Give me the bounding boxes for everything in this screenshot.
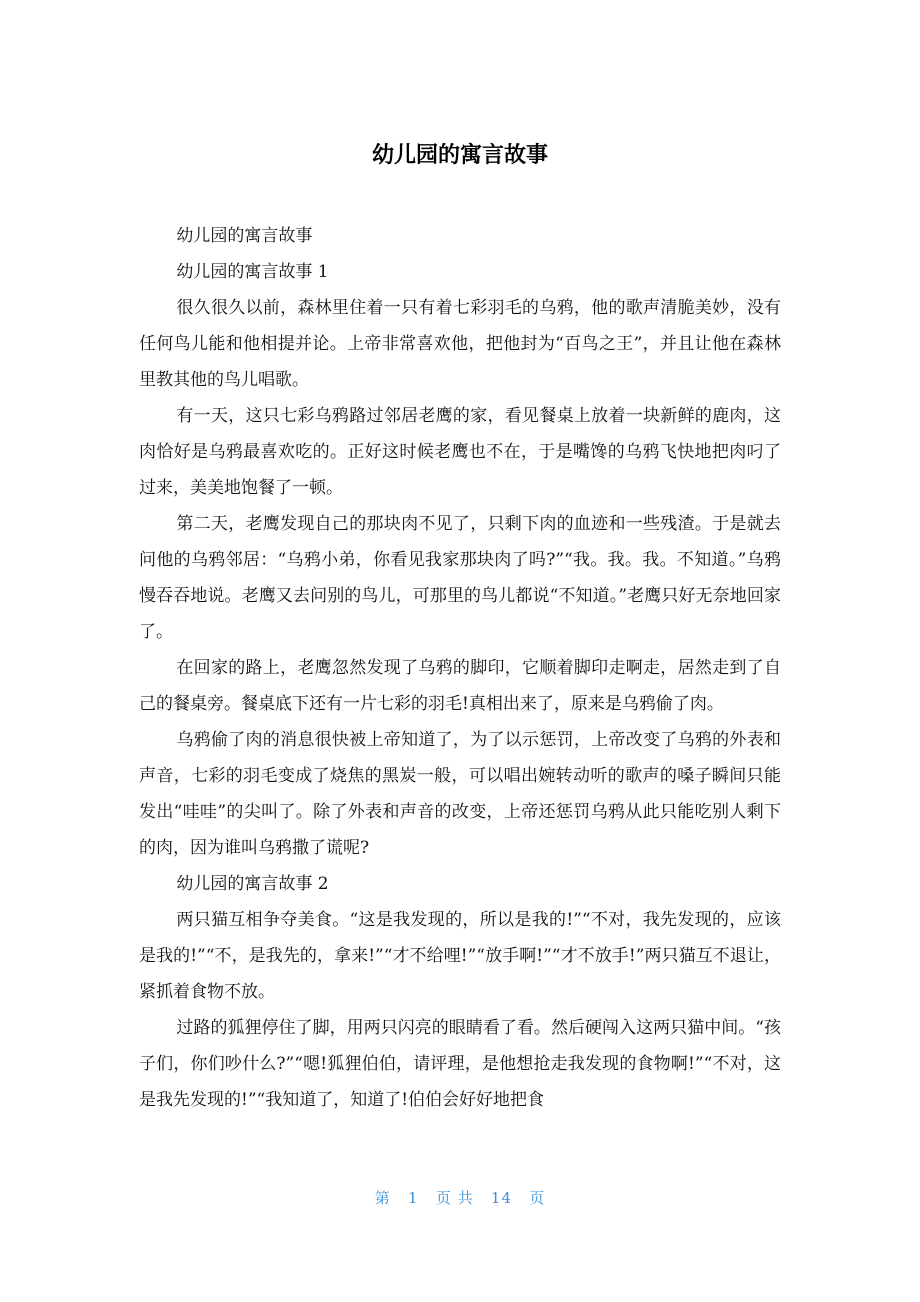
paragraph-heading: 幼儿园的寓言故事 <box>176 226 313 246</box>
paragraph-section-1-heading: 幼儿园的寓言故事 1 <box>176 262 329 282</box>
paragraph-section-2-heading: 幼儿园的寓言故事 2 <box>176 874 329 894</box>
paragraph: 乌鸦偷了肉的消息很快被上帝知道了，为了以示惩罚，上帝改变了乌鸦的外表和声音，七彩的羽毛变成了烧焦的黑炭一般，可以唱出婉转动听的歌声的嗓子瞬间只能发出“哇哇”的尖叫了。除了外表和声音的改变，上帝还惩罚乌鸦从此只能吃别人剩下的肉，因为谁叫乌鸦撒了谎呢? <box>139 730 781 858</box>
paragraph: 很久很久以前，森林里住着一只有着七彩羽毛的乌鸦，他的歌声清脆美妙，没有任何鸟儿能和他相提并论。上帝非常喜欢他，把他封为“百鸟之王”，并且让他在森林里教其他的鸟儿唱歌。 <box>139 298 781 390</box>
document-title: 幼儿园的寓言故事 <box>371 143 548 168</box>
paragraph: 在回家的路上，老鹰忽然发现了乌鸦的脚印，它顺着脚印走啊走，居然走到了自己的餐桌旁。餐桌底下还有一片七彩的羽毛!真相出来了，原来是乌鸦偷了肉。 <box>139 658 781 714</box>
paragraph: 过路的狐狸停住了脚，用两只闪亮的眼睛看了看。然后硬闯入这两只猫中间。“孩子们，你们吵什么?”“嗯!狐狸伯伯，请评理，是他想抢走我发现的食物啊!”“不对，这是我先发现的!”“我知道了，知道了!伯伯会好好地把食 <box>139 1018 781 1110</box>
page-footer <box>0 1186 920 1210</box>
page-number-label: 第 1 页 共 14 页 <box>374 1189 546 1207</box>
paragraph: 有一天，这只七彩乌鸦路过邻居老鹰的家，看见餐桌上放着一块新鲜的鹿肉，这肉恰好是乌鸦最喜欢吃的。正好这时候老鹰也不在，于是嘴馋的乌鸦飞快地把肉叼了过来，美美地饱餐了一顿。 <box>139 406 781 498</box>
paragraph: 两只猫互相争夺美食。“这是我发现的，所以是我的!”“不对，我先发现的，应该是我的!”“不，是我先的，拿来!”“才不给哩!”“放手啊!”“才不放手!”两只猫互不退让，紧抓着食物不放。 <box>139 910 781 1002</box>
paragraph: 第二天，老鹰发现自己的那块肉不见了，只剩下肉的血迹和一些残渣。于是就去问他的乌鸦邻居：“乌鸦小弟，你看见我家那块肉了吗?”“我。我。我。不知道。”乌鸦慢吞吞地说。老鹰又去问别的鸟儿，可那里的鸟儿都说“不知道。”老鹰只好无奈地回家了。 <box>139 514 781 642</box>
document-body <box>139 218 781 1118</box>
